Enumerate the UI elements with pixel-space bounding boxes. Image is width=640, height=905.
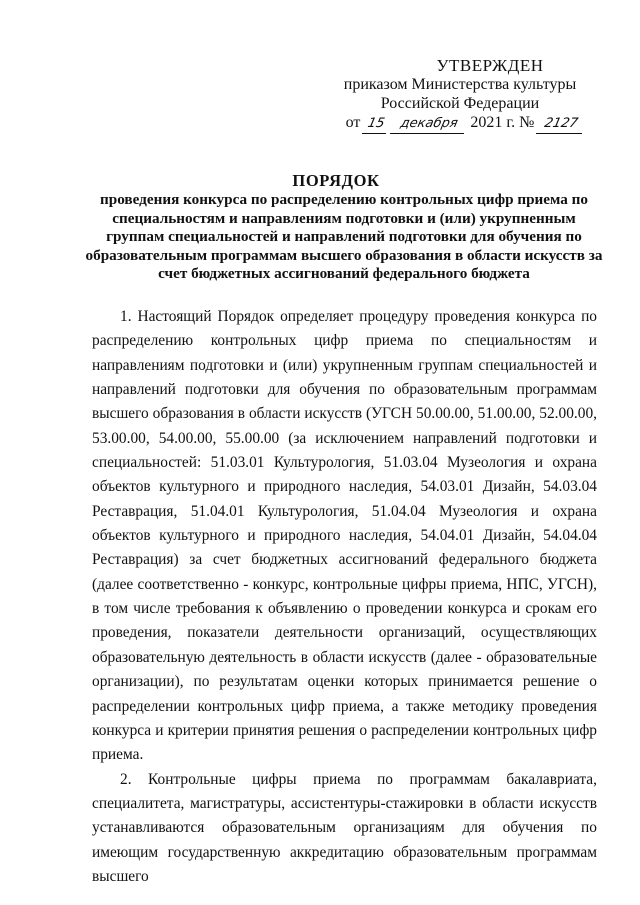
- approval-line-2: Российской Федерации: [380, 95, 540, 112]
- approval-line-1: приказом Министерства культуры: [343, 76, 577, 93]
- handwritten-order-number: 2127: [536, 114, 586, 134]
- document-subtitle: проведения конкурса по распределению контрольных цифр приема по специальностям и направлениям подготовки и (или) укрупненным группам специальностей и направлений подготовки для обучения по образовательным программам высшего образования в области искусств за счет бюджетных ассигнований федерального бюджета: [85, 191, 603, 282]
- document-title: ПОРЯДОК: [292, 171, 380, 190]
- handwritten-day: 15: [362, 114, 390, 134]
- date-prefix: от: [345, 114, 361, 131]
- approval-title: УТВЕРЖДЕН: [436, 56, 544, 75]
- document-body: [92, 305, 597, 889]
- paragraph-1: 1. Настоящий Порядок определяет процедуру проведения конкурса по распределению контрольных цифр приема по специальностям и направлениям подготовки и (или) укрупненным группам специальностей и направлений подготовки для обучения по образовательным программам высшего образования в области искусств (УГСН 50.00.00, 51.00.00, 52.00.00, 53.00.00, 54.00.00, 55.00.00 (за исключением направлений подготовки и специальностей: 51.03.01 Культурология, 51.03.04 Музеология и охрана объектов культурного и природного наследия, 54.03.01 Дизайн, 54.03.04 Реставрация, 51.04.01 Культурология, 51.04.04 Музеология и охрана объектов культурного и природного наследия, 54.04.01 Дизайн, 54.04.04 Реставрация) за счет бюджетных ассигнований федерального бюджета (далее соответственно - конкурс, контрольные цифры приема, НПС, УГСН), в том числе требования к объявлению о проведении конкурса и срокам его проведения, показатели деятельности организаций, осуществляющих образовательную деятельность в области искусств (далее - образовательные организации), по результатам оценки которых принимается решение о распределении контрольных цифр приема, а также методику проведения конкурса и критерии принятия решения о распределении контрольных цифр приема.: [92, 308, 597, 764]
- date-year-text: 2021 г. №: [470, 114, 535, 131]
- approval-block: [330, 56, 590, 134]
- approval-date-line: [340, 113, 590, 134]
- handwritten-month: декабря: [390, 114, 468, 134]
- paragraph-2: 2. Контрольные цифры приема по программам бакалавриата, специалитета, магистратуры, ассистентуры-стажировки в области искусств устанавливаются образовательным организациям для обучения по имеющим государственную аккредитацию образовательным программам высшего: [92, 770, 597, 885]
